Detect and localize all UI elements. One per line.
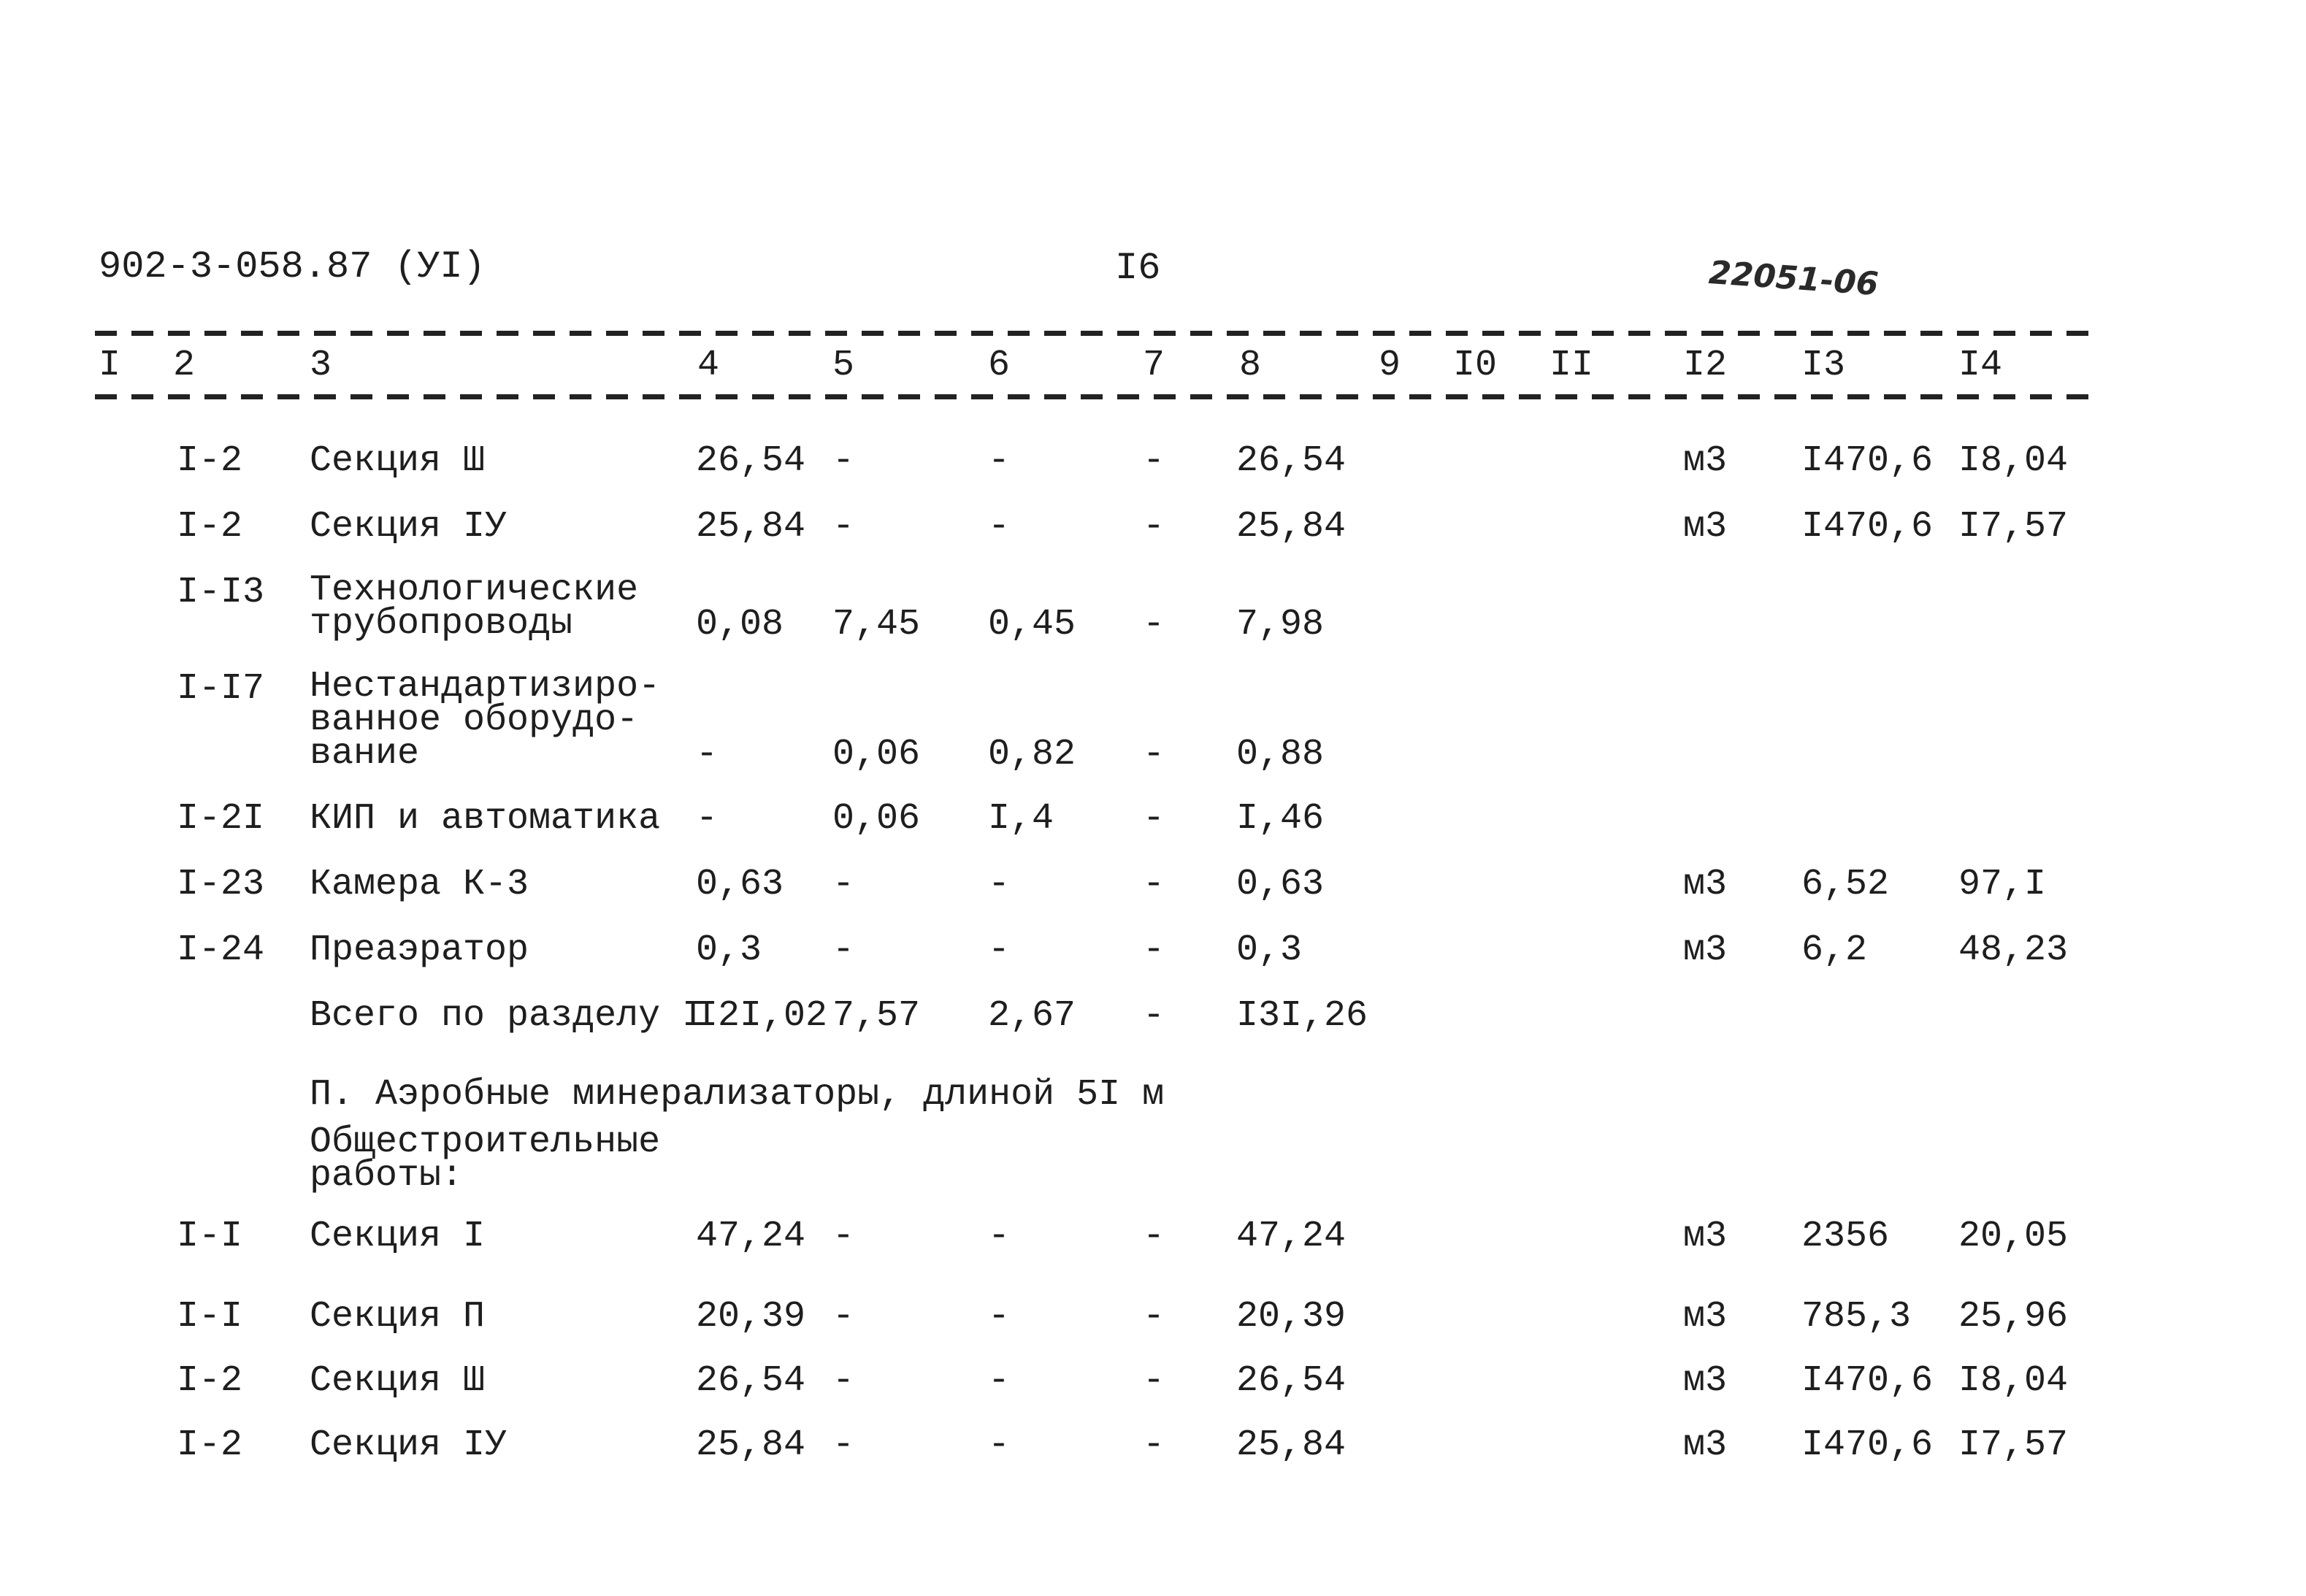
- cell-col6: -: [988, 1216, 1011, 1257]
- cell-col12: м3: [1683, 440, 1728, 482]
- cell-col7: -: [1143, 440, 1165, 482]
- column-number: 6: [988, 345, 1011, 386]
- cell-col4: -: [696, 798, 719, 840]
- cell-col5: 0,06: [832, 734, 921, 775]
- row-code: I-I: [177, 1216, 243, 1257]
- cell-col8: I,46: [1236, 798, 1325, 840]
- cell-col7: -: [1143, 1216, 1165, 1257]
- column-number: 2: [173, 345, 196, 386]
- cell-col4: I2I,02: [696, 995, 828, 1037]
- header-bottom-rule: [95, 394, 2088, 399]
- cell-col13: I470,6: [1801, 1424, 1934, 1466]
- row-name: Секция IУ: [310, 506, 507, 548]
- row-name: КИП и автоматика: [310, 798, 661, 840]
- cell-col6: 0,82: [988, 734, 1076, 775]
- section-heading: П. Аэробные минерализаторы, длиной 5I м: [310, 1074, 1165, 1116]
- document-code: 902-3-058.87: [99, 245, 372, 288]
- row-name: Секция I: [310, 1216, 486, 1257]
- cell-col6: -: [988, 1296, 1011, 1338]
- row-name: Камера К-3: [310, 864, 529, 905]
- cell-col5: -: [832, 864, 855, 905]
- cell-col5: -: [832, 929, 855, 971]
- cell-col7: -: [1143, 995, 1165, 1037]
- cell-col4: 0,3: [696, 929, 762, 971]
- cell-col5: -: [832, 1216, 855, 1257]
- cell-col5: 7,45: [832, 604, 921, 645]
- header-top-rule: [95, 331, 2088, 336]
- row-name: Секция Ш: [310, 440, 486, 482]
- row-code: I-2I: [177, 798, 265, 840]
- cell-col13: I470,6: [1801, 1360, 1934, 1402]
- cell-col14: I8,04: [1958, 1360, 2069, 1402]
- cell-col7: -: [1143, 1424, 1165, 1466]
- cell-col7: -: [1143, 1296, 1165, 1338]
- cell-col6: -: [988, 506, 1011, 548]
- cell-col14: 25,96: [1958, 1296, 2069, 1338]
- cell-col8: I3I,26: [1236, 995, 1368, 1037]
- cell-col12: м3: [1683, 1296, 1728, 1338]
- row-name: Преаэратор: [310, 929, 529, 971]
- row-name: Технологические трубопроводы: [310, 569, 639, 645]
- cell-col8: 0,3: [1236, 929, 1303, 971]
- cell-col12: м3: [1683, 929, 1728, 971]
- cell-col13: I470,6: [1801, 506, 1934, 548]
- row-code: I-I: [177, 1296, 243, 1338]
- cell-col8: 26,54: [1236, 1360, 1347, 1402]
- cell-col5: 7,57: [832, 995, 921, 1037]
- column-number: 3: [310, 345, 332, 386]
- row-code: I-2: [177, 1360, 243, 1402]
- column-number: I2: [1683, 345, 1728, 386]
- cell-col7: -: [1143, 929, 1165, 971]
- column-number: I: [99, 345, 121, 386]
- cell-col5: -: [832, 440, 855, 482]
- column-number: 9: [1379, 345, 1401, 386]
- cell-col13: 6,52: [1801, 864, 1890, 905]
- cell-col14: I7,57: [1958, 506, 2069, 548]
- cell-col6: -: [988, 1424, 1011, 1466]
- cell-col14: I7,57: [1958, 1424, 2069, 1466]
- column-number: I4: [1958, 345, 2003, 386]
- cell-col13: 785,3: [1801, 1296, 1912, 1338]
- page-number: I6: [1115, 247, 1161, 290]
- cell-col6: -: [988, 440, 1011, 482]
- column-number: 5: [832, 345, 855, 386]
- cell-col7: -: [1143, 798, 1165, 840]
- section-subheading: Общестроительные работы:: [310, 1121, 661, 1197]
- cell-col7: -: [1143, 1360, 1165, 1402]
- row-code: I-I7: [177, 668, 265, 710]
- cell-col13: I470,6: [1801, 440, 1934, 482]
- row-code: I-2: [177, 506, 243, 548]
- cell-col4: 47,24: [696, 1216, 806, 1257]
- cell-col4: 0,08: [696, 604, 784, 645]
- cell-col8: 26,54: [1236, 440, 1347, 482]
- column-number: I3: [1801, 345, 1846, 386]
- cell-col12: м3: [1683, 1360, 1728, 1402]
- row-name: Секция Ш: [310, 1360, 486, 1402]
- row-code: I-24: [177, 929, 265, 971]
- column-number: 4: [697, 345, 720, 386]
- cell-col8: 20,39: [1236, 1296, 1347, 1338]
- cell-col14: 48,23: [1958, 929, 2069, 971]
- cell-col8: 25,84: [1236, 506, 1347, 548]
- cell-col7: -: [1143, 864, 1165, 905]
- cell-col14: I8,04: [1958, 440, 2069, 482]
- cell-col8: 0,63: [1236, 864, 1325, 905]
- cell-col4: 26,54: [696, 440, 806, 482]
- cell-col12: м3: [1683, 864, 1728, 905]
- column-number: II: [1550, 345, 1594, 386]
- cell-col6: -: [988, 929, 1011, 971]
- row-code: I-23: [177, 864, 265, 905]
- cell-col12: м3: [1683, 506, 1728, 548]
- row-name: Секция IУ: [310, 1424, 507, 1466]
- cell-col13: 6,2: [1801, 929, 1868, 971]
- row-code: I-2: [177, 1424, 243, 1466]
- column-number: I0: [1453, 345, 1498, 386]
- row-name: Секция П: [310, 1296, 486, 1338]
- row-name: Всего по разделу I: [310, 995, 705, 1037]
- cell-col8: 47,24: [1236, 1216, 1347, 1257]
- cell-col4: 25,84: [696, 506, 806, 548]
- handwritten-inventory-number: 22051-06: [1707, 253, 1880, 304]
- cell-col8: 25,84: [1236, 1424, 1347, 1466]
- column-number: 7: [1143, 345, 1165, 386]
- cell-col4: 20,39: [696, 1296, 806, 1338]
- cell-col12: м3: [1683, 1216, 1728, 1257]
- cell-col7: -: [1143, 604, 1165, 645]
- cell-col13: 2356: [1801, 1216, 1890, 1257]
- cell-col6: -: [988, 1360, 1011, 1402]
- row-name: Нестандартизиро- ванное оборудо- вание: [310, 666, 661, 775]
- cell-col14: 20,05: [1958, 1216, 2069, 1257]
- cell-col5: -: [832, 1360, 855, 1402]
- cell-col5: -: [832, 1424, 855, 1466]
- cell-col5: 0,06: [832, 798, 921, 840]
- cell-col14: 97,I: [1958, 864, 2047, 905]
- album-number: (УI): [394, 245, 486, 288]
- cell-col6: 0,45: [988, 604, 1076, 645]
- cell-col6: 2,67: [988, 995, 1076, 1037]
- cell-col4: 25,84: [696, 1424, 806, 1466]
- cell-col4: 26,54: [696, 1360, 806, 1402]
- cell-col7: -: [1143, 734, 1165, 775]
- row-code: I-2: [177, 440, 243, 482]
- cell-col5: -: [832, 506, 855, 548]
- cell-col5: -: [832, 1296, 855, 1338]
- cell-col8: 0,88: [1236, 734, 1325, 775]
- cell-col4: -: [696, 734, 719, 775]
- cell-col12: м3: [1683, 1424, 1728, 1466]
- cell-col6: -: [988, 864, 1011, 905]
- column-number: 8: [1239, 345, 1262, 386]
- cell-col4: 0,63: [696, 864, 784, 905]
- cell-col6: I,4: [988, 798, 1054, 840]
- row-code: I-I3: [177, 572, 265, 613]
- cell-col7: -: [1143, 506, 1165, 548]
- cell-col8: 7,98: [1236, 604, 1325, 645]
